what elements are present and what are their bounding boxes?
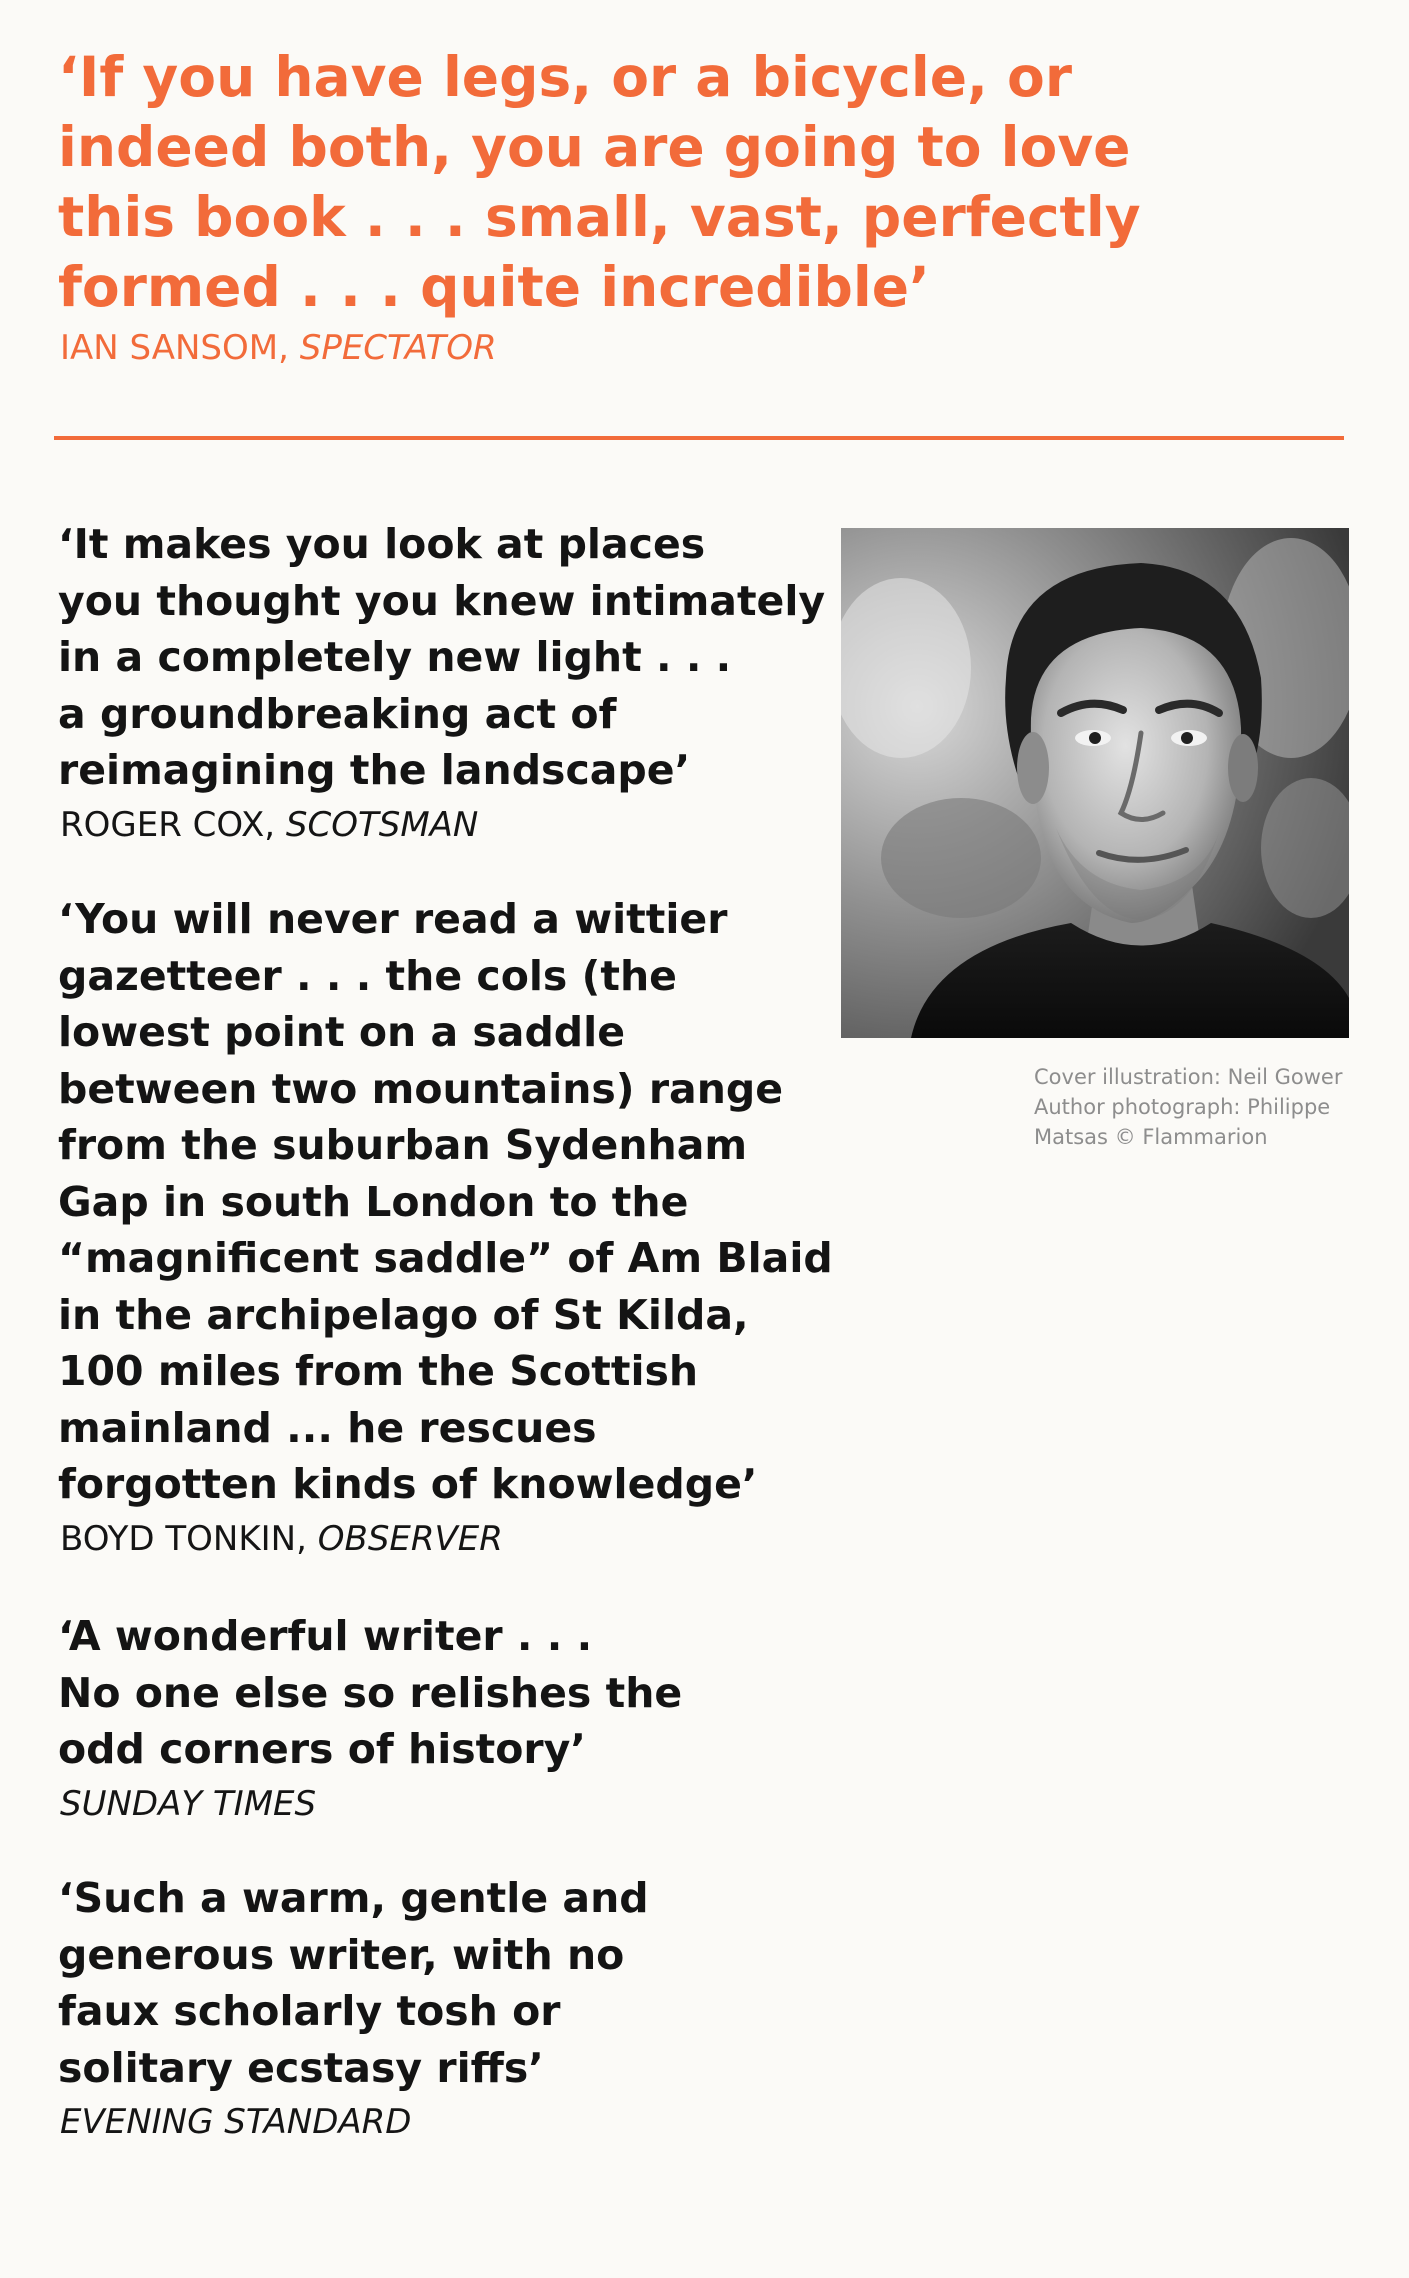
hero-quote-line: indeed both, you are going to love bbox=[58, 115, 1131, 179]
review-quote-text bbox=[58, 891, 838, 1513]
author-photograph bbox=[841, 528, 1349, 1038]
review-quote-text bbox=[58, 1870, 838, 2096]
review-quote-line: No one else so relishes the bbox=[58, 1668, 683, 1717]
review-attribution-source: OBSERVER bbox=[317, 1518, 503, 1559]
credit-line: Matsas © Flammarion bbox=[1034, 1125, 1268, 1149]
photo-credits bbox=[1034, 1062, 1354, 1152]
review-quote-line: solitary ecstasy riffs’ bbox=[58, 2043, 544, 2092]
review-quote-line: lowest point on a saddle bbox=[58, 1008, 626, 1056]
hero-quote-line: this book . . . small, vast, perfectly bbox=[58, 185, 1141, 249]
review-attribution-source: EVENING STANDARD bbox=[60, 2102, 412, 2142]
review-quote-line: mainland ... he rescues bbox=[58, 1403, 597, 1452]
review-quote-line: ‘A wonderful writer . . . bbox=[58, 1612, 593, 1660]
review-attribution-source: SUNDAY TIMES bbox=[60, 1783, 317, 1824]
review-quote-line: a groundbreaking act of bbox=[58, 689, 617, 738]
review-attribution bbox=[60, 803, 838, 847]
review-quote-line: forgotten kinds of knowledge’ bbox=[58, 1460, 758, 1508]
review-quote-line: reimagining the landscape’ bbox=[58, 746, 691, 794]
review-quote-line: in the archipelago of St Kilda, bbox=[58, 1290, 749, 1339]
review-quote-sunday-times bbox=[58, 1608, 838, 1826]
divider-rule bbox=[54, 436, 1344, 440]
review-quote-line: gazetteer . . . the cols (the bbox=[58, 951, 677, 1000]
hero-quote-line: ‘If you have legs, or a bicycle, or bbox=[58, 45, 1072, 109]
hero-quote-line: formed . . . quite incredible’ bbox=[58, 255, 930, 319]
author-portrait-image bbox=[841, 528, 1349, 1038]
review-attribution bbox=[60, 2100, 838, 2144]
review-quote-line: “magnificent saddle” of Am Blaid bbox=[58, 1234, 833, 1282]
review-quote-line: from the suburban Sydenham bbox=[58, 1121, 748, 1169]
review-quote-line: 100 miles from the Scottish bbox=[58, 1347, 699, 1395]
review-quote-evening-standard bbox=[58, 1870, 838, 2144]
review-quote-line: odd corners of history’ bbox=[58, 1725, 586, 1773]
review-attribution bbox=[60, 1517, 838, 1561]
review-quote-observer bbox=[58, 891, 838, 1561]
review-attribution-source: SCOTSMAN bbox=[285, 804, 479, 845]
review-quote-line: faux scholarly tosh or bbox=[58, 1987, 561, 2035]
credit-line: Cover illustration: Neil Gower bbox=[1034, 1065, 1343, 1089]
hero-quote bbox=[58, 42, 1318, 322]
review-quote-line: you thought you knew intimately bbox=[58, 576, 826, 625]
review-quote-text bbox=[58, 1608, 838, 1778]
credit-line: Author photograph: Philippe bbox=[1034, 1095, 1331, 1119]
review-quote-line: ‘Such a warm, gentle and bbox=[58, 1874, 649, 1922]
review-quote-scotsman bbox=[58, 516, 838, 847]
review-attribution-name: BOYD TONKIN, bbox=[60, 1518, 318, 1559]
review-quote-line: between two mountains) range bbox=[58, 1064, 784, 1113]
review-quote-line: in a completely new light . . . bbox=[58, 633, 732, 681]
review-quote-line: generous writer, with no bbox=[58, 1930, 625, 1979]
review-quote-line: ‘It makes you look at places bbox=[58, 520, 706, 568]
review-quote-line: Gap in south London to the bbox=[58, 1177, 689, 1226]
hero-attribution-name: IAN SANSOM, bbox=[60, 328, 300, 368]
review-attribution bbox=[60, 1782, 838, 1826]
hero-attribution-source: SPECTATOR bbox=[299, 328, 497, 368]
review-quote-text bbox=[58, 516, 838, 799]
review-quote-line: ‘You will never read a wittier bbox=[58, 895, 728, 943]
review-attribution-name: ROGER COX, bbox=[60, 804, 286, 845]
hero-attribution bbox=[60, 326, 497, 370]
